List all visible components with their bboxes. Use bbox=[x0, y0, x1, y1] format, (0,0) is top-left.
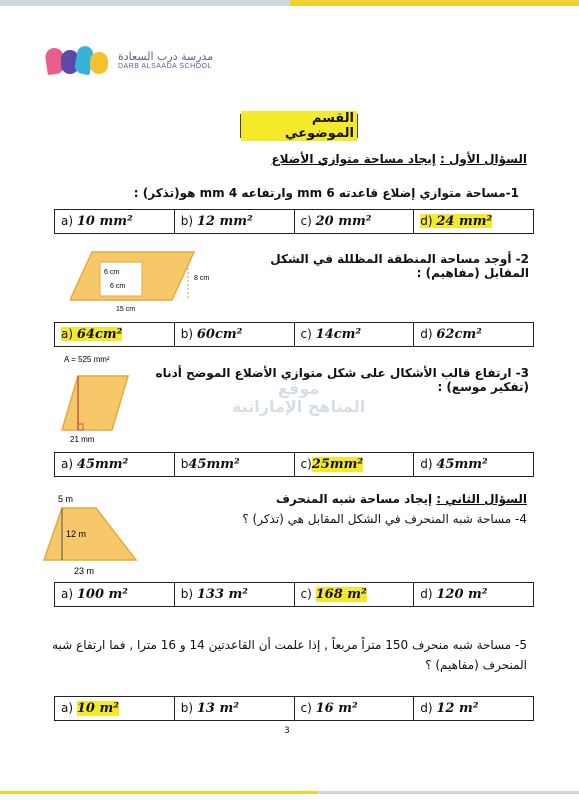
q5-text-line2: المنحرف (مفاهيم) ؟ bbox=[425, 658, 527, 672]
q3-base-label: 21 mm bbox=[70, 435, 95, 444]
q2-answers bbox=[54, 322, 534, 347]
q2-base-label: 15 cm bbox=[116, 306, 136, 313]
q2-inner-height-label: 6 cm bbox=[110, 283, 126, 290]
watermark: موقع المناهج الإماراتية bbox=[232, 379, 366, 416]
q5-option-b[interactable]: b) 13 m² bbox=[174, 697, 294, 721]
q5-option-d[interactable]: d) 12 m² bbox=[414, 697, 534, 721]
q1-option-d[interactable]: d) 24 mm² bbox=[414, 210, 534, 234]
q4-option-b[interactable]: b) 133 m² bbox=[174, 583, 294, 607]
q5-option-a[interactable]: a) 10 m² bbox=[55, 697, 175, 721]
q4-trapezoid-figure bbox=[40, 488, 140, 576]
q3-option-d[interactable]: d) 45mm² bbox=[414, 453, 534, 477]
logo-arabic-name: مدرسة درب السعادة bbox=[118, 50, 214, 64]
q4-option-c[interactable]: c) 168 m² bbox=[294, 583, 414, 607]
q4-option-a[interactable]: a) 100 m² bbox=[55, 583, 175, 607]
top-border bbox=[0, 0, 579, 6]
q5-answers bbox=[54, 696, 534, 721]
q2-option-a[interactable]: a) 64cm² bbox=[55, 323, 175, 347]
section-title: القسم الموضوعي bbox=[240, 114, 358, 138]
school-logo bbox=[44, 44, 213, 78]
q2-option-b[interactable]: b) 60cm² bbox=[174, 323, 294, 347]
q5-text-line1: 5- مساحة شبه منحرف 150 متراً مربعاً , إذا علمت أن القاعدتين 14 و 16 مترا , فما ارتفاع شبه bbox=[52, 638, 527, 652]
q2-parallelogram-figure bbox=[70, 248, 220, 314]
q1-answers bbox=[54, 209, 534, 234]
q4-text: 4- مساحة شبه المنحرف في الشكل المقابل هي (تذكر) ؟ bbox=[242, 512, 527, 526]
logo-english-name: DARB ALSAADA SCHOOL bbox=[118, 63, 212, 71]
bottom-border bbox=[0, 791, 579, 794]
q3-area-label: A = 525 mm² bbox=[64, 355, 110, 364]
q3-option-c[interactable]: c)25mm² bbox=[294, 453, 414, 477]
q1-option-b[interactable]: b) 12 mm² bbox=[174, 210, 294, 234]
q3-text: 3- ارتفاع قالب الأشكال على شكل متوازي الأضلاع الموضح أدناه (تفكير موسع) : bbox=[155, 366, 529, 394]
page-number: 3 bbox=[284, 726, 290, 736]
q4-option-d[interactable]: d) 120 m² bbox=[414, 583, 534, 607]
q2-option-d[interactable]: d) 62cm² bbox=[414, 323, 534, 347]
q1-text: 1-مساحة متوازي إضلاع قاعدته mm 6 وارتفاعه mm 4 هو(تذكر) : bbox=[133, 186, 519, 200]
q1-option-a[interactable]: a) 10 mm² bbox=[55, 210, 175, 234]
q2-text: 2- أوجد مساحة المنطقة المظللة في الشكل المقابل (مفاهيم) : bbox=[270, 252, 529, 280]
q3-option-b[interactable]: b45mm² bbox=[174, 453, 294, 477]
q2-option-c[interactable]: c) 14cm² bbox=[294, 323, 414, 347]
question-two-header: السؤال الثاني : إيجاد مساحة شبه المنحرف bbox=[275, 492, 527, 506]
q4-answers bbox=[54, 582, 534, 607]
q4-height-label: 12 m bbox=[66, 529, 87, 539]
question-one-header: السؤال الأول : إيجاد مساحة متوازي الأضلاع bbox=[271, 152, 527, 166]
q5-option-c[interactable]: c) 16 m² bbox=[294, 697, 414, 721]
q4-bottom-label: 23 m bbox=[74, 566, 95, 576]
q3-answers bbox=[54, 452, 534, 477]
q2-inner-width-label: 6 cm bbox=[104, 269, 120, 276]
logo-mark bbox=[44, 44, 110, 78]
q2-height-label: 8 cm bbox=[194, 275, 210, 282]
q3-option-a[interactable]: a) 45mm² bbox=[55, 453, 175, 477]
q4-top-label: 5 m bbox=[58, 494, 74, 504]
q1-option-c[interactable]: c) 20 mm² bbox=[294, 210, 414, 234]
